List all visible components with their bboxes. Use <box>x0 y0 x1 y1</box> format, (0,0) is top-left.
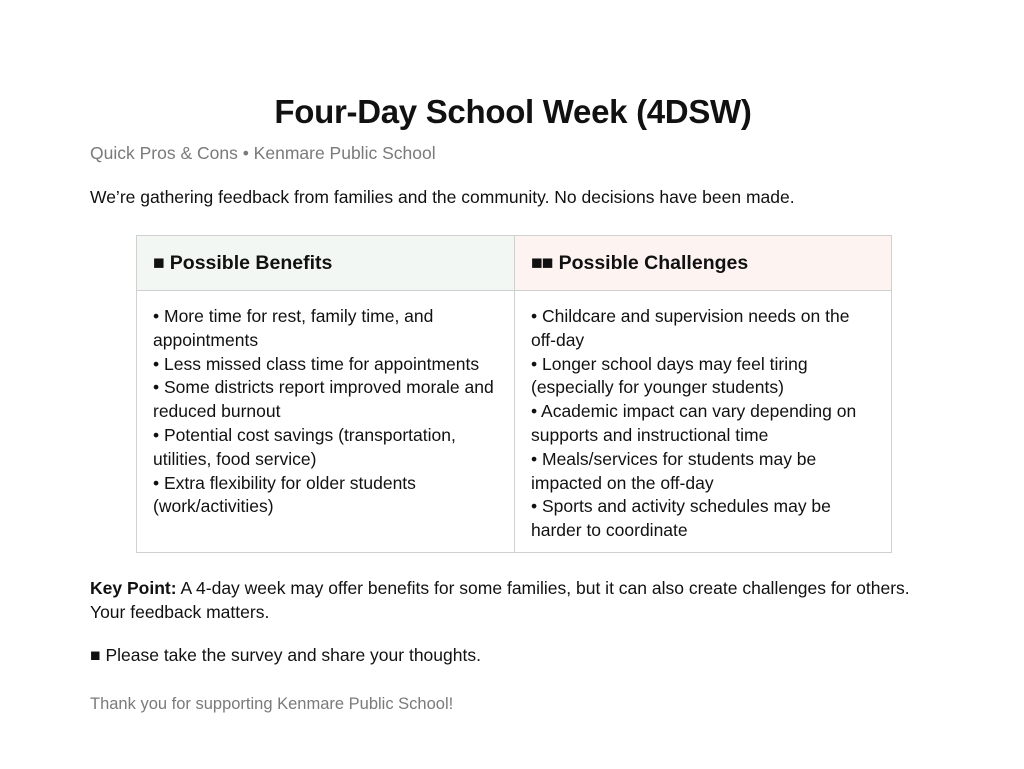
challenges-list <box>531 305 875 543</box>
list-item: • Academic impact can vary depending on supports and instructional time <box>531 400 875 448</box>
benefits-header <box>137 236 515 291</box>
challenges-header-label: Possible Challenges <box>558 251 749 274</box>
subtitle: Quick Pros & Cons • Kenmare Public School <box>90 143 436 163</box>
list-item: • More time for rest, family time, and appointments <box>153 305 498 353</box>
list-item: • Some districts report improved morale and reduced burnout <box>153 376 498 424</box>
survey-call <box>90 645 481 666</box>
key-point-label: Key Point: <box>90 578 177 598</box>
double-square-icon: ■■ <box>531 251 553 274</box>
pros-cons-table <box>136 235 892 553</box>
list-item: • Meals/services for students may be impacted on the off-day <box>531 448 875 496</box>
page-title: Four-Day School Week (4DSW) <box>274 93 752 130</box>
challenges-header <box>515 236 891 291</box>
survey-text: Please take the survey and share your thoughts. <box>105 645 481 665</box>
list-item: • Less missed class time for appointments <box>153 353 498 377</box>
list-item: • Potential cost savings (transportation, utilities, food service) <box>153 424 498 472</box>
list-item: • Extra flexibility for older students (work/activities) <box>153 472 498 520</box>
intro-text: We’re gathering feedback from families and the community. No decisions have been made. <box>90 187 795 207</box>
benefits-header-label: Possible Benefits <box>169 251 333 274</box>
square-icon: ■ <box>90 645 101 665</box>
key-point <box>90 577 930 625</box>
thanks-footer: Thank you for supporting Kenmare Public School! <box>90 695 454 713</box>
challenges-cell <box>515 291 891 552</box>
square-icon: ■ <box>153 251 164 274</box>
list-item: • Longer school days may feel tiring (especially for younger students) <box>531 353 875 401</box>
key-point-text: A 4-day week may offer benefits for some families, but it can also create challenges for others. Your feedback matters. <box>90 578 910 622</box>
list-item: • Sports and activity schedules may be harder to coordinate <box>531 495 875 543</box>
benefits-list <box>153 305 498 519</box>
benefits-cell <box>137 291 515 552</box>
list-item: • Childcare and supervision needs on the off-day <box>531 305 875 353</box>
